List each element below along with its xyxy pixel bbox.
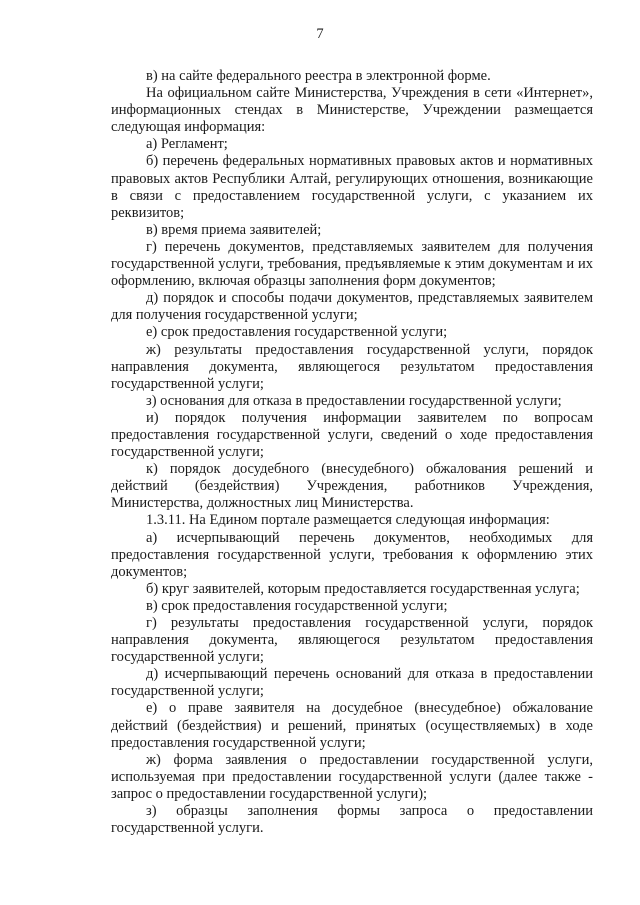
- portal-item-v-term: в) срок предоставления государственной услуги;: [146, 597, 448, 614]
- portal-item-a-documents: а) исчерпывающий перечень документов, необходимых для предоставления государственной услуги, требования к оформлению этих документов;: [111, 529, 593, 580]
- section-1-3-11-heading: 1.3.11. На Едином портале размещается следующая информация:: [146, 512, 550, 529]
- portal-item-zh-application-form: ж) форма заявления о предоставлении государственной услуги, используемая при предоставлении государственной услуги (далее также - запрос о предоставлении государственной услуги);: [111, 751, 593, 802]
- list-item-a-reglament: а) Регламент;: [146, 136, 228, 153]
- list-item-z-refusal-grounds: з) основания для отказа в предоставлении государственной услуги;: [146, 392, 562, 409]
- list-item-g-documents: г) перечень документов, представляемых заявителем для получения государственной услуги, требования, предъявляемые к этим документам и их оформлению, включая образцы заполнения форм документов;: [111, 238, 593, 290]
- portal-item-e-appeal-right: е) о праве заявителя на досудебное (внесудебное) обжалование действий (бездействия) и решений, принятых (осуществляемых) в ходе предоставления государственной услуги;: [111, 700, 593, 751]
- paragraph-official-site-info: На официальном сайте Министерства, Учреждения в сети «Интернет», информационных стендах в Министерстве, Учреждении размещается следующая информация:: [111, 85, 593, 136]
- list-item-zh-results: ж) результаты предоставления государственной услуги, порядок направления документа, являющегося результатом предоставления государственной услуги;: [111, 341, 593, 392]
- list-item-v-reception-time: в) время приема заявителей;: [146, 221, 322, 238]
- paragraph-v-federal-registry: в) на сайте федерального реестра в электронной форме.: [146, 68, 491, 84]
- page-number: 7: [316, 26, 324, 42]
- list-item-d-submission-order: д) порядок и способы подачи документов, представляемых заявителем для получения государственной услуги;: [111, 290, 593, 324]
- portal-item-d-refusal-grounds: д) исчерпывающий перечень оснований для отказа в предоставлении государственной услуги;: [111, 666, 593, 700]
- list-item-i-information-order: и) порядок получения информации заявителем по вопросам предоставления государственной услуги, сведений о ходе предоставления государственной услуги;: [111, 409, 593, 461]
- list-item-b-legal-acts: б) перечень федеральных нормативных правовых актов и нормативных правовых актов Республики Алтай, регулирующих отношения, возникающие в связи с предоставлением государственной услуги, с указанием их реквизитов;: [111, 153, 593, 221]
- portal-item-z-form-samples: з) образцы заполнения формы запроса о предоставлении государственной услуги.: [111, 803, 593, 837]
- portal-item-b-applicants: б) круг заявителей, которым предоставляется государственная услуга;: [146, 580, 580, 597]
- list-item-k-appeal-order: к) порядок досудебного (внесудебного) обжалования решений и действий (бездействия) Учреждения, работников Учреждения, Министерства, должностных лиц Министерства.: [111, 461, 593, 512]
- body-text: [111, 68, 593, 837]
- portal-item-g-results: г) результаты предоставления государственной услуги, порядок направления документа, являющегося результатом предоставления государственной услуги;: [111, 615, 593, 666]
- list-item-e-term: е) срок предоставления государственной услуги;: [146, 324, 448, 341]
